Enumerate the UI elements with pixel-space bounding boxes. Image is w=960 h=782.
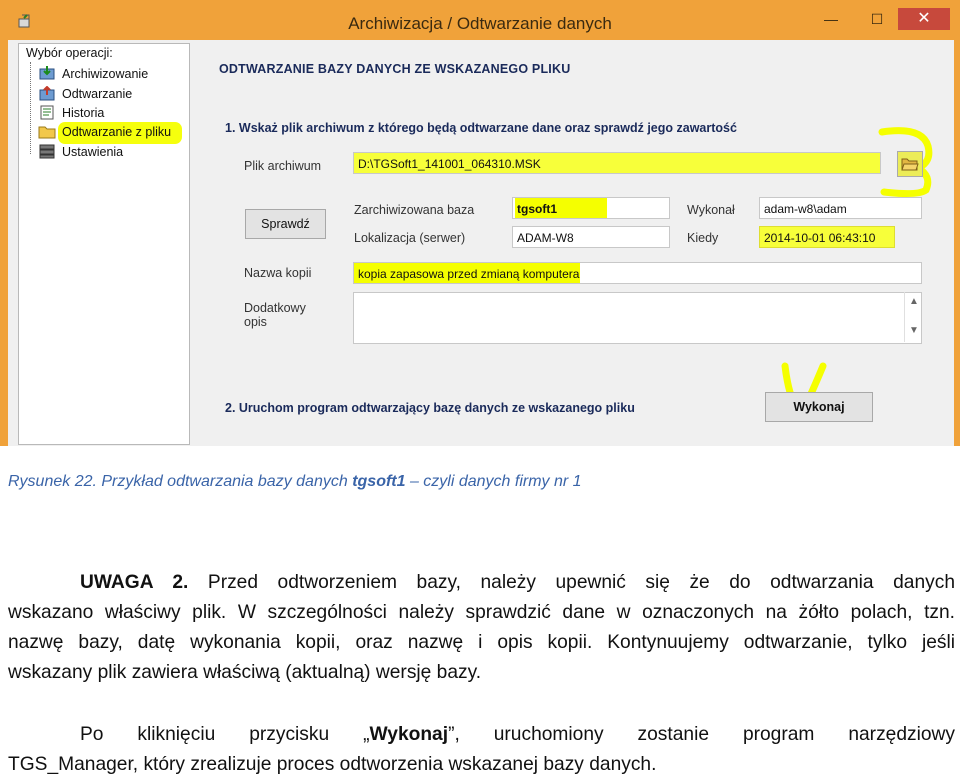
info-button-name: Wykonaj [369,724,449,745]
archived-db-label: Zarchiwizowana baza [354,203,475,217]
description-scrollbar[interactable] [904,292,923,342]
step-2-instruction: 2. Uruchom program odtwarzający bazę danych ze wskazanego pliku [225,401,635,415]
step-1-instruction: 1. Wskaż plik archiwum z którego będą odtwarzane dane oraz sprawdź jego zawartość [225,121,737,135]
when-field: 2014-10-01 06:43:10 [759,226,895,248]
performed-by-field: adam-w8\adam [759,197,922,219]
description-label-line1: Dodatkowy [244,301,306,315]
scroll-up-icon[interactable]: ▲ [909,296,919,307]
archive-icon [38,66,58,81]
warning-paragraph [8,568,955,688]
warning-line-1 [8,568,955,598]
figure-caption [8,473,582,491]
copy-name-field[interactable] [353,262,922,284]
caption-prefix: Rysunek 22. Przykład odtwarzania bazy danych [8,473,353,490]
tree-header: Wybór operacji: [26,46,113,60]
copy-name-value: kopia zapasowa przed zmianą komputera [358,267,580,281]
warning-line-1-text: Przed odtworzeniem bazy, należy upewnić się że do odtwarzania danych [188,572,955,593]
archived-db-field [512,197,670,219]
maximize-button[interactable]: ☐ [870,11,884,27]
warning-line-3: nazwę bazy, datę wykonania kopii, oraz nazwę i opis kopii. Kontynuujemy odtwarzanie, tylko jeśli [8,632,955,653]
wykonaj-button[interactable]: Wykonaj [765,392,873,422]
info-line-1 [8,720,955,750]
warning-line-4: wskazany plik zawiera właściwą (aktualną) wersję bazy. [8,662,482,683]
description-textarea[interactable] [353,292,922,344]
info-line-1-a: Po kliknięciu przycisku „ [80,724,370,745]
tree-item-odtwarzanie[interactable]: Odtwarzanie [62,87,133,101]
caption-suffix: – czyli danych firmy nr 1 [405,473,582,490]
warning-line-2: wskazano właściwy plik. W szczególności należy sprawdzić dane w oznaczonych na żółto polach, tzn. [8,602,955,623]
folder-icon [38,124,58,139]
warning-label: UWAGA 2. [80,572,189,593]
caption-db-name: tgsoft1 [352,473,406,490]
browse-button[interactable] [897,151,923,177]
location-label: Lokalizacja (serwer) [354,231,466,245]
tree-item-ustawienia[interactable]: Ustawienia [62,145,124,159]
window-title: Archiwizacja / Odtwarzanie danych [348,14,612,33]
when-label: Kiedy [687,231,719,245]
panel-heading: ODTWARZANIE BAZY DANYCH ZE WSKAZANEGO PLIKU [219,62,571,76]
open-folder-icon [901,156,919,171]
archive-file-field[interactable]: D:\TGSoft1_141001_064310.MSK [353,152,881,174]
scroll-down-icon[interactable]: ▼ [909,325,919,336]
minimize-button[interactable]: — [824,11,838,27]
restore-icon [38,86,58,101]
sprawdz-button[interactable]: Sprawdź [245,209,326,239]
info-line-1-b: ”, uruchomiony zostanie program narzędziowy [448,724,955,745]
tree-connector [30,62,31,154]
performed-by-label: Wykonał [687,203,735,217]
settings-icon [38,144,58,159]
archive-file-label: Plik archiwum [244,159,322,173]
info-paragraph [8,720,955,780]
history-icon [38,105,58,120]
archived-db-value: tgsoft1 [517,202,557,216]
tree-item-archiwizowanie[interactable]: Archiwizowanie [62,67,149,81]
copy-name-label: Nazwa kopii [244,266,312,280]
location-field: ADAM-W8 [512,226,670,248]
description-label-line2: opis [244,315,267,329]
tree-item-historia[interactable]: Historia [62,106,105,120]
info-line-2: TGS_Manager, który zrealizuje proces odtworzenia wskazanej bazy danych. [8,754,657,775]
close-button[interactable]: ✕ [898,8,950,30]
tree-item-odtwarzanie-z-pliku[interactable]: Odtwarzanie z pliku [62,125,172,139]
